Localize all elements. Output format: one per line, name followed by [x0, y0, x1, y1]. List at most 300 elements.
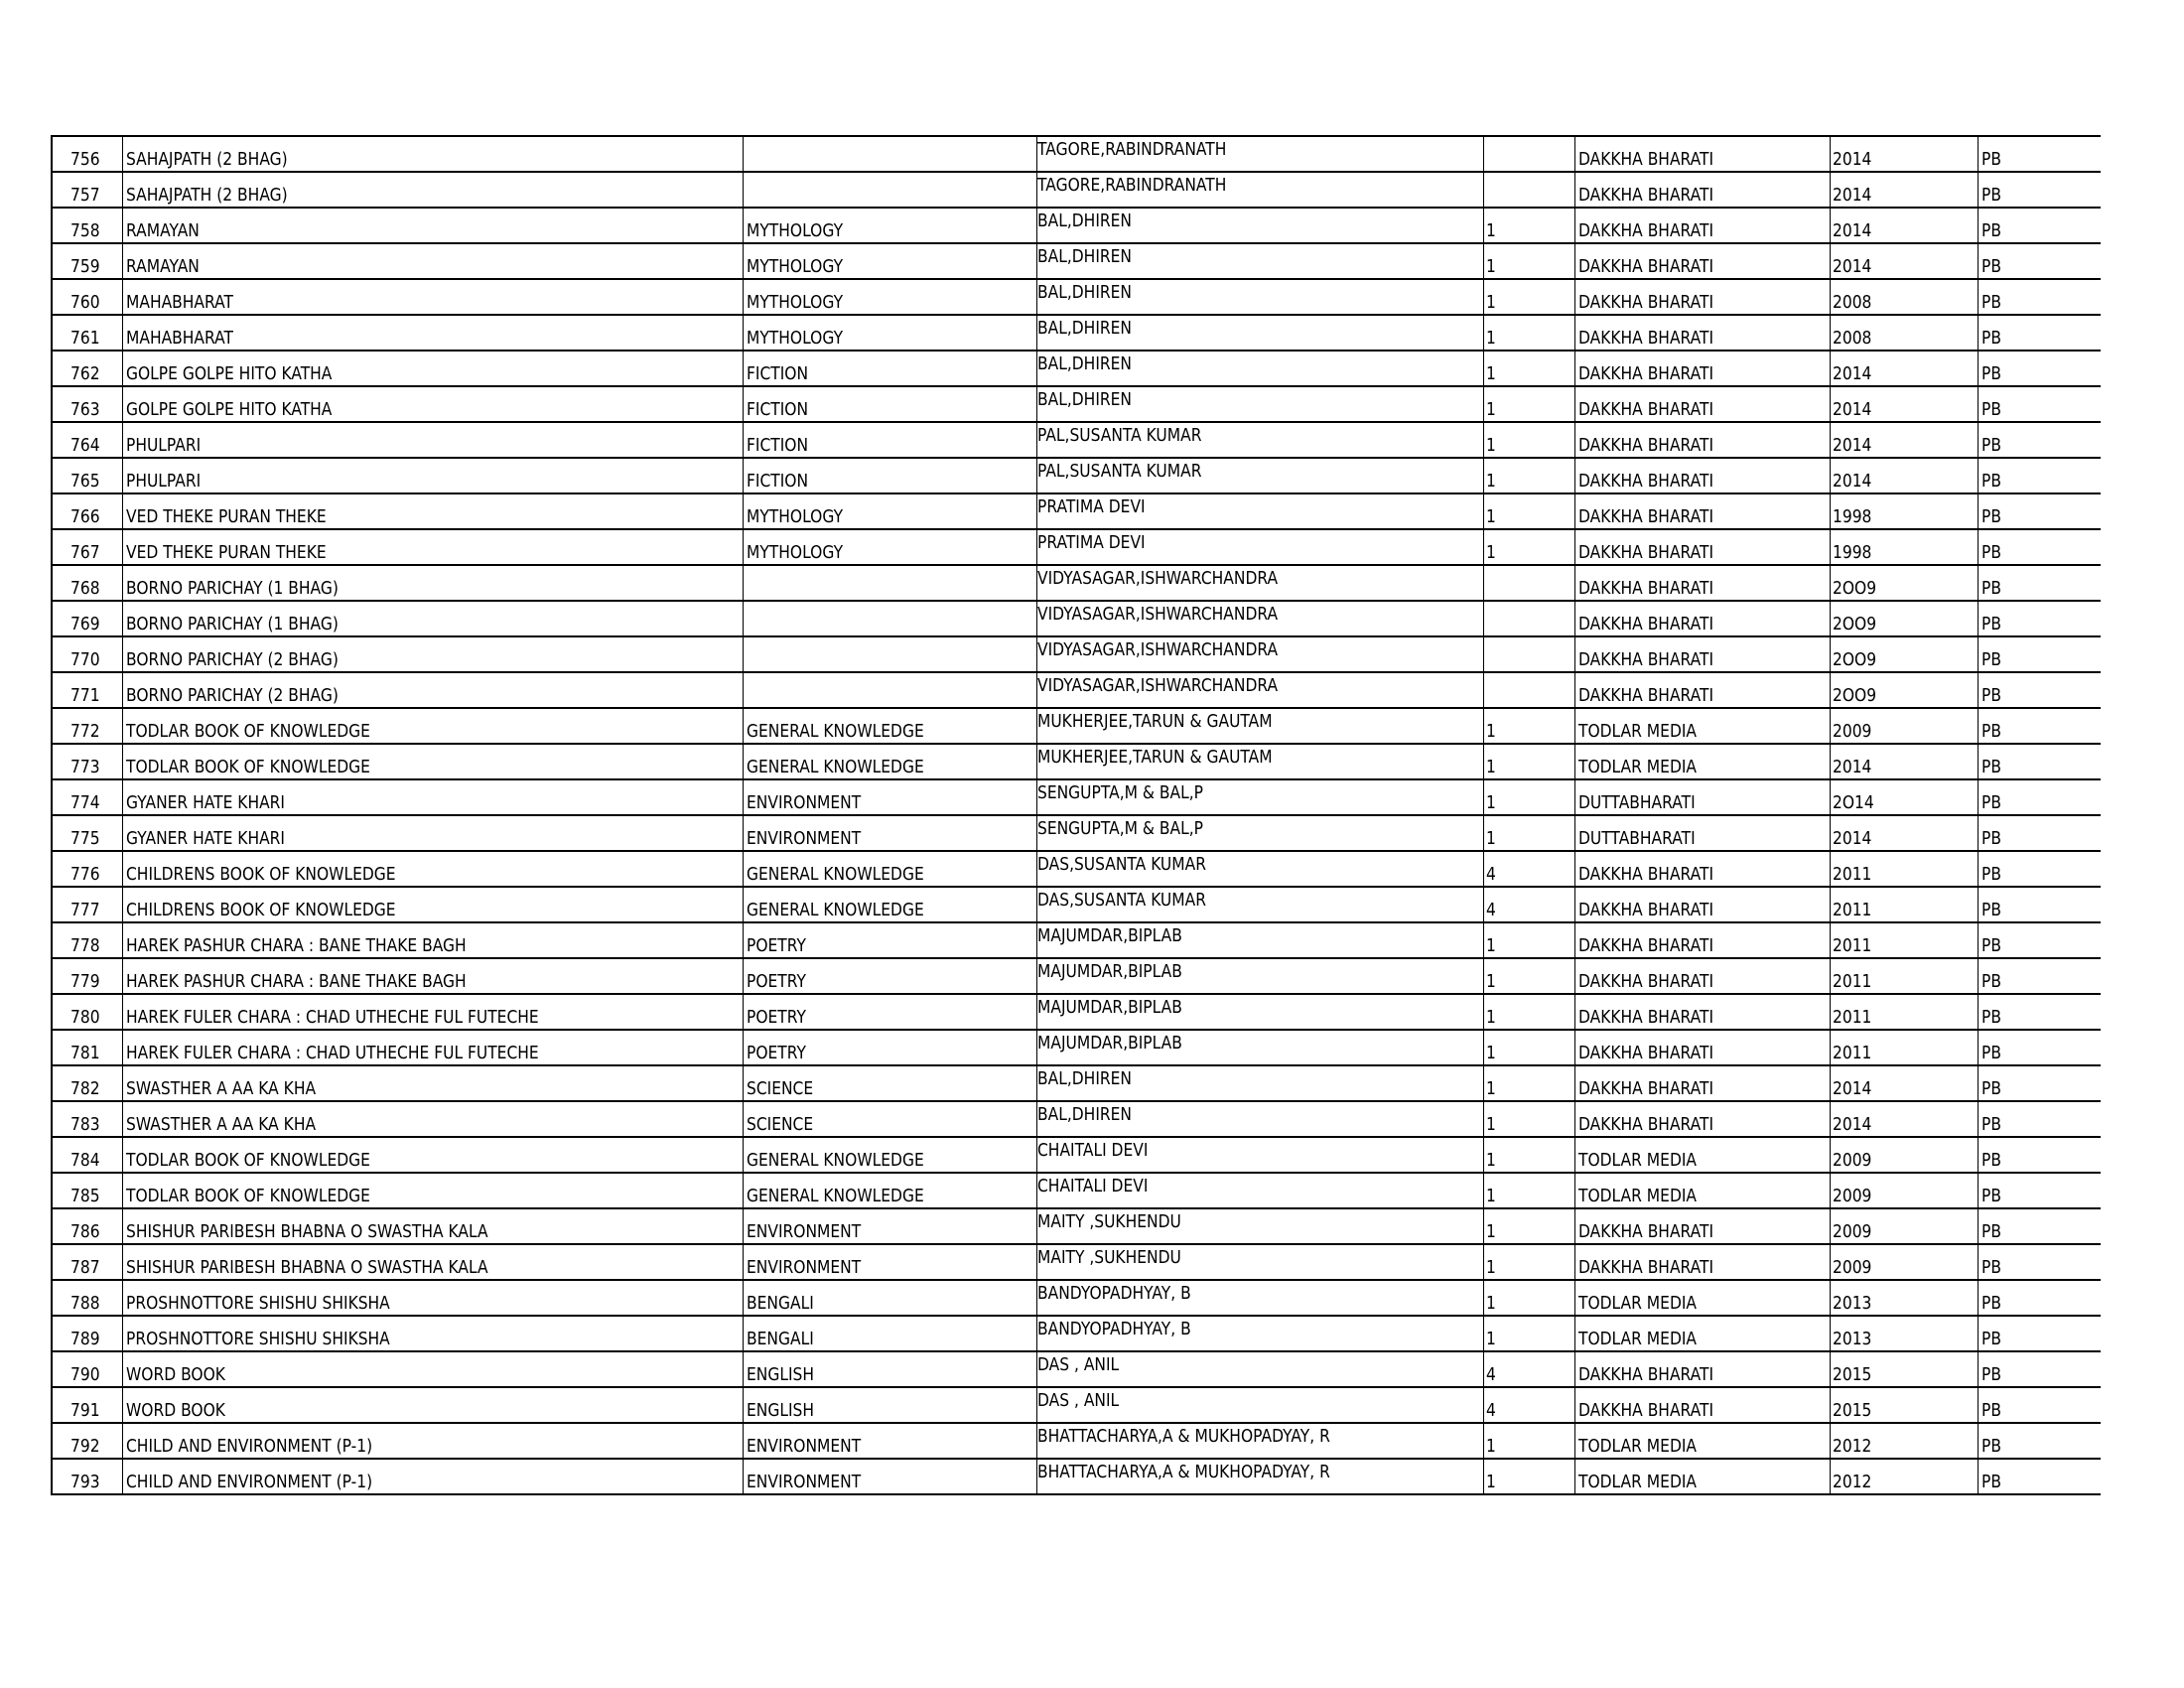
book-title-cell: [122, 636, 743, 672]
year-cell-text: 2014: [1832, 363, 1871, 384]
publisher-cell: [1574, 779, 1830, 815]
author-cell-text: MAITY ,SUKHENDU: [1036, 1211, 1181, 1232]
table-row: [52, 815, 2101, 851]
publisher-cell: [1574, 1137, 1830, 1173]
book-title-cell-text: HAREK PASHUR CHARA : BANE THAKE BAGH: [125, 971, 467, 992]
author-cell: [1036, 708, 1483, 744]
binding-cell-text: PB: [1980, 1114, 2001, 1135]
binding-cell: [1978, 1101, 2101, 1137]
author-cell: [1036, 779, 1483, 815]
year-cell: [1830, 1387, 1978, 1423]
binding-cell-text: PB: [1980, 363, 2001, 384]
binding-cell: [1978, 958, 2101, 994]
table-row: [52, 1173, 2101, 1208]
binding-cell-text: PB: [1980, 792, 2001, 813]
book-title-cell: [122, 422, 743, 458]
book-title-cell: [122, 1423, 743, 1459]
author-cell-text: DAS,SUSANTA KUMAR: [1036, 854, 1206, 875]
subject-cell: [743, 1459, 1036, 1494]
binding-cell: [1978, 708, 2101, 744]
publisher-cell: [1574, 672, 1830, 708]
publisher-cell-text: DAKKHA BHARATI: [1577, 1007, 1713, 1028]
binding-cell: [1978, 529, 2101, 565]
year-cell-text: 2014: [1832, 828, 1871, 849]
year-cell-text: 2OO9: [1832, 685, 1876, 706]
binding-cell: [1978, 386, 2101, 422]
volume-cell: [1483, 1459, 1574, 1494]
binding-cell: [1978, 458, 2101, 493]
subject-cell: [743, 744, 1036, 779]
row-number-cell: [52, 565, 122, 601]
author-cell-text: DAS , ANIL: [1036, 1390, 1119, 1411]
book-title-cell: [122, 815, 743, 851]
year-cell-text: 2015: [1832, 1364, 1871, 1385]
year-cell: [1830, 172, 1978, 208]
volume-cell-text: 1: [1485, 1436, 1496, 1457]
author-cell: [1036, 1423, 1483, 1459]
publisher-cell-text: DAKKHA BHARATI: [1577, 220, 1713, 241]
row-number-cell: [52, 315, 122, 351]
binding-cell-text: PB: [1980, 1186, 2001, 1206]
book-title-cell-text: BORNO PARICHAY (1 BHAG): [125, 614, 339, 634]
year-cell: [1830, 529, 1978, 565]
year-cell-text: 2015: [1832, 1400, 1871, 1421]
volume-cell: [1483, 565, 1574, 601]
volume-cell: [1483, 708, 1574, 744]
volume-cell: [1483, 243, 1574, 279]
author-cell: [1036, 1387, 1483, 1423]
row-number-cell-text: 761: [69, 328, 100, 349]
subject-cell: [743, 922, 1036, 958]
subject-cell-text: ENVIRONMENT: [746, 1436, 861, 1457]
table-row: [52, 744, 2101, 779]
year-cell-text: 2OO9: [1832, 649, 1876, 670]
volume-cell: [1483, 851, 1574, 887]
year-cell: [1830, 243, 1978, 279]
author-cell-text: BAL,DHIREN: [1036, 389, 1132, 410]
volume-cell: [1483, 815, 1574, 851]
book-title-cell-text: RAMAYAN: [125, 220, 200, 241]
volume-cell-text: 1: [1485, 828, 1496, 849]
publisher-cell-text: DAKKHA BHARATI: [1577, 1221, 1713, 1242]
publisher-cell-text: DAKKHA BHARATI: [1577, 649, 1713, 670]
year-cell-text: 2014: [1832, 1114, 1871, 1135]
publisher-cell: [1574, 1065, 1830, 1101]
publisher-cell: [1574, 958, 1830, 994]
volume-cell-text: 1: [1485, 1293, 1496, 1314]
binding-cell-text: PB: [1980, 292, 2001, 313]
publisher-cell: [1574, 994, 1830, 1030]
volume-cell-text: 1: [1485, 1257, 1496, 1278]
book-title-cell-text: HAREK FULER CHARA : CHAD UTHECHE FUL FUTECHE: [125, 1043, 539, 1063]
row-number-cell: [52, 279, 122, 315]
author-cell-text: PAL,SUSANTA KUMAR: [1036, 425, 1201, 446]
book-title-cell-text: MAHABHARAT: [125, 292, 233, 313]
binding-cell-text: PB: [1980, 185, 2001, 206]
author-cell: [1036, 636, 1483, 672]
table-row: [52, 351, 2101, 386]
row-number-cell: [52, 1459, 122, 1494]
book-title-cell: [122, 1387, 743, 1423]
subject-cell-text: POETRY: [746, 1043, 806, 1063]
subject-cell-text: ENGLISH: [746, 1364, 814, 1385]
subject-cell: [743, 315, 1036, 351]
book-title-cell-text: CHILDRENS BOOK OF KNOWLEDGE: [125, 864, 396, 885]
volume-cell: [1483, 279, 1574, 315]
year-cell: [1830, 601, 1978, 636]
subject-cell: [743, 994, 1036, 1030]
subject-cell: [743, 1030, 1036, 1065]
binding-cell-text: PB: [1980, 614, 2001, 634]
table-row: [52, 779, 2101, 815]
year-cell-text: 2008: [1832, 292, 1871, 313]
year-cell: [1830, 887, 1978, 922]
volume-cell-text: 1: [1485, 1472, 1496, 1492]
binding-cell: [1978, 1208, 2101, 1244]
row-number-cell: [52, 1387, 122, 1423]
volume-cell: [1483, 136, 1574, 172]
table-row: [52, 1244, 2101, 1280]
volume-cell: [1483, 1244, 1574, 1280]
publisher-cell: [1574, 601, 1830, 636]
year-cell: [1830, 744, 1978, 779]
publisher-cell-text: DAKKHA BHARATI: [1577, 256, 1713, 277]
author-cell-text: CHAITALI DEVI: [1036, 1140, 1148, 1161]
author-cell: [1036, 1280, 1483, 1316]
year-cell-text: 2008: [1832, 328, 1871, 349]
row-number-cell-text: 763: [69, 399, 100, 420]
book-title-cell-text: RAMAYAN: [125, 256, 200, 277]
author-cell-text: BANDYOPADHYAY, B: [1036, 1283, 1191, 1304]
row-number-cell-text: 769: [69, 614, 100, 634]
author-cell: [1036, 601, 1483, 636]
row-number-cell-text: 768: [69, 578, 100, 599]
book-title-cell-text: PROSHNOTTORE SHISHU SHIKSHA: [125, 1293, 390, 1314]
author-cell-text: VIDYASAGAR,ISHWARCHANDRA: [1036, 639, 1278, 660]
volume-cell: [1483, 1423, 1574, 1459]
subject-cell-text: GENERAL KNOWLEDGE: [746, 1186, 924, 1206]
row-number-cell: [52, 922, 122, 958]
year-cell: [1830, 1137, 1978, 1173]
row-number-cell-text: 784: [69, 1150, 100, 1171]
year-cell: [1830, 1065, 1978, 1101]
book-title-cell: [122, 351, 743, 386]
volume-cell-text: 1: [1485, 1329, 1496, 1349]
year-cell-text: 2014: [1832, 757, 1871, 777]
subject-cell: [743, 493, 1036, 529]
publisher-cell-text: DAKKHA BHARATI: [1577, 1078, 1713, 1099]
table-row: [52, 1280, 2101, 1316]
binding-cell-text: PB: [1980, 1221, 2001, 1242]
binding-cell: [1978, 208, 2101, 243]
binding-cell: [1978, 136, 2101, 172]
binding-cell-text: PB: [1980, 900, 2001, 920]
row-number-cell-text: 765: [69, 471, 100, 492]
year-cell-text: 2014: [1832, 399, 1871, 420]
book-title-cell-text: BORNO PARICHAY (2 BHAG): [125, 649, 339, 670]
publisher-cell-text: DAKKHA BHARATI: [1577, 685, 1713, 706]
row-number-cell: [52, 493, 122, 529]
subject-cell: [743, 1208, 1036, 1244]
year-cell-text: 2009: [1832, 1257, 1871, 1278]
author-cell-text: MAJUMDAR,BIPLAB: [1036, 1033, 1182, 1054]
binding-cell: [1978, 1423, 2101, 1459]
subject-cell: [743, 1137, 1036, 1173]
subject-cell: [743, 887, 1036, 922]
subject-cell-text: GENERAL KNOWLEDGE: [746, 757, 924, 777]
year-cell-text: 2011: [1832, 1007, 1871, 1028]
subject-cell-text: MYTHOLOGY: [746, 220, 843, 241]
subject-cell: [743, 458, 1036, 493]
subject-cell-text: FICTION: [746, 363, 808, 384]
binding-cell: [1978, 243, 2101, 279]
book-title-cell-text: TODLAR BOOK OF KNOWLEDGE: [125, 1186, 370, 1206]
binding-cell: [1978, 1316, 2101, 1351]
volume-cell: [1483, 1137, 1574, 1173]
binding-cell: [1978, 601, 2101, 636]
book-title-cell: [122, 994, 743, 1030]
volume-cell-text: 1: [1485, 256, 1496, 277]
author-cell-text: BAL,DHIREN: [1036, 1068, 1132, 1089]
year-cell-text: 2014: [1832, 220, 1871, 241]
volume-cell-text: 1: [1485, 328, 1496, 349]
year-cell-text: 2013: [1832, 1329, 1871, 1349]
publisher-cell: [1574, 208, 1830, 243]
book-title-cell-text: GOLPE GOLPE HITO KATHA: [125, 363, 332, 384]
year-cell-text: 2013: [1832, 1293, 1871, 1314]
volume-cell: [1483, 779, 1574, 815]
publisher-cell: [1574, 136, 1830, 172]
year-cell: [1830, 708, 1978, 744]
volume-cell-text: 1: [1485, 792, 1496, 813]
book-title-cell: [122, 1065, 743, 1101]
volume-cell: [1483, 208, 1574, 243]
author-cell: [1036, 994, 1483, 1030]
year-cell: [1830, 208, 1978, 243]
volume-cell: [1483, 386, 1574, 422]
year-cell: [1830, 458, 1978, 493]
subject-cell-text: POETRY: [746, 1007, 806, 1028]
year-cell: [1830, 1173, 1978, 1208]
year-cell-text: 2014: [1832, 435, 1871, 456]
year-cell: [1830, 1208, 1978, 1244]
year-cell-text: 2009: [1832, 721, 1871, 742]
book-title-cell-text: WORD BOOK: [125, 1400, 225, 1421]
subject-cell: [743, 565, 1036, 601]
book-title-cell: [122, 1459, 743, 1494]
year-cell: [1830, 315, 1978, 351]
year-cell-text: 2014: [1832, 185, 1871, 206]
year-cell-text: 2014: [1832, 149, 1871, 170]
publisher-cell-text: DAKKHA BHARATI: [1577, 935, 1713, 956]
binding-cell-text: PB: [1980, 1043, 2001, 1063]
volume-cell: [1483, 1030, 1574, 1065]
row-number-cell-text: 771: [69, 685, 100, 706]
volume-cell: [1483, 1173, 1574, 1208]
author-cell: [1036, 851, 1483, 887]
book-title-cell-text: TODLAR BOOK OF KNOWLEDGE: [125, 721, 370, 742]
subject-cell-text: ENVIRONMENT: [746, 792, 861, 813]
book-title-cell: [122, 1316, 743, 1351]
book-title-cell-text: VED THEKE PURAN THEKE: [125, 542, 327, 563]
row-number-cell: [52, 136, 122, 172]
table-row: [52, 1065, 2101, 1101]
author-cell: [1036, 1137, 1483, 1173]
subject-cell: [743, 958, 1036, 994]
author-cell: [1036, 458, 1483, 493]
row-number-cell-text: 780: [69, 1007, 100, 1028]
publisher-cell: [1574, 351, 1830, 386]
volume-cell-text: 1: [1485, 1078, 1496, 1099]
author-cell: [1036, 172, 1483, 208]
publisher-cell: [1574, 1459, 1830, 1494]
table-row: [52, 565, 2101, 601]
author-cell-text: MAJUMDAR,BIPLAB: [1036, 997, 1182, 1018]
binding-cell: [1978, 315, 2101, 351]
publisher-cell: [1574, 708, 1830, 744]
volume-cell: [1483, 1101, 1574, 1137]
volume-cell: [1483, 1065, 1574, 1101]
book-title-cell-text: CHILD AND ENVIRONMENT (P-1): [125, 1472, 372, 1492]
book-title-cell: [122, 1030, 743, 1065]
publisher-cell-text: DAKKHA BHARATI: [1577, 149, 1713, 170]
table-row: [52, 529, 2101, 565]
row-number-cell-text: 791: [69, 1400, 100, 1421]
year-cell-text: 2011: [1832, 935, 1871, 956]
subject-cell-text: FICTION: [746, 471, 808, 492]
table-row: [52, 136, 2101, 172]
publisher-cell-text: DAKKHA BHARATI: [1577, 1364, 1713, 1385]
book-title-cell-text: CHILD AND ENVIRONMENT (P-1): [125, 1436, 372, 1457]
subject-cell: [743, 386, 1036, 422]
book-title-cell-text: BORNO PARICHAY (1 BHAG): [125, 578, 339, 599]
volume-cell-text: 1: [1485, 1043, 1496, 1063]
publisher-cell-text: DAKKHA BHARATI: [1577, 185, 1713, 206]
year-cell-text: 2009: [1832, 1150, 1871, 1171]
year-cell: [1830, 851, 1978, 887]
subject-cell-text: BENGALI: [746, 1329, 814, 1349]
binding-cell-text: PB: [1980, 578, 2001, 599]
book-title-cell-text: HAREK PASHUR CHARA : BANE THAKE BAGH: [125, 935, 467, 956]
binding-cell-text: PB: [1980, 1329, 2001, 1349]
book-title-cell-text: SHISHUR PARIBESH BHABNA O SWASTHA KALA: [125, 1257, 488, 1278]
row-number-cell-text: 778: [69, 935, 100, 956]
row-number-cell: [52, 815, 122, 851]
book-title-cell-text: TODLAR BOOK OF KNOWLEDGE: [125, 757, 370, 777]
subject-cell-text: GENERAL KNOWLEDGE: [746, 900, 924, 920]
author-cell-text: SENGUPTA,M & BAL,P: [1036, 782, 1203, 803]
author-cell-text: DAS,SUSANTA KUMAR: [1036, 890, 1206, 911]
book-title-cell-text: GYANER HATE KHARI: [125, 828, 285, 849]
author-cell: [1036, 1244, 1483, 1280]
row-number-cell-text: 773: [69, 757, 100, 777]
row-number-cell-text: 781: [69, 1043, 100, 1063]
book-title-cell: [122, 1173, 743, 1208]
row-number-cell: [52, 672, 122, 708]
book-title-cell: [122, 529, 743, 565]
book-title-cell-text: PHULPARI: [125, 471, 201, 492]
book-title-cell-text: VED THEKE PURAN THEKE: [125, 506, 327, 527]
row-number-cell: [52, 172, 122, 208]
binding-cell-text: PB: [1980, 471, 2001, 492]
binding-cell: [1978, 1387, 2101, 1423]
book-list-table: [51, 135, 2101, 1495]
row-number-cell-text: 764: [69, 435, 100, 456]
subject-cell: [743, 708, 1036, 744]
book-title-cell: [122, 851, 743, 887]
volume-cell: [1483, 1316, 1574, 1351]
book-title-cell-text: BORNO PARICHAY (2 BHAG): [125, 685, 339, 706]
row-number-cell-text: 792: [69, 1436, 100, 1457]
row-number-cell-text: 770: [69, 649, 100, 670]
volume-cell: [1483, 672, 1574, 708]
binding-cell-text: PB: [1980, 1472, 2001, 1492]
author-cell-text: DAS , ANIL: [1036, 1354, 1119, 1375]
volume-cell: [1483, 351, 1574, 386]
row-number-cell: [52, 744, 122, 779]
table-row: [52, 958, 2101, 994]
publisher-cell-text: DAKKHA BHARATI: [1577, 292, 1713, 313]
row-number-cell: [52, 1101, 122, 1137]
book-title-cell: [122, 1351, 743, 1387]
table-row: [52, 172, 2101, 208]
row-number-cell: [52, 994, 122, 1030]
publisher-cell-text: DAKKHA BHARATI: [1577, 542, 1713, 563]
subject-cell-text: GENERAL KNOWLEDGE: [746, 721, 924, 742]
book-title-cell: [122, 315, 743, 351]
book-title-cell: [122, 1280, 743, 1316]
subject-cell: [743, 1316, 1036, 1351]
binding-cell: [1978, 1244, 2101, 1280]
binding-cell: [1978, 172, 2101, 208]
year-cell-text: 2012: [1832, 1472, 1871, 1492]
binding-cell-text: PB: [1980, 256, 2001, 277]
row-number-cell-text: 788: [69, 1293, 100, 1314]
subject-cell-text: GENERAL KNOWLEDGE: [746, 1150, 924, 1171]
binding-cell: [1978, 1459, 2101, 1494]
publisher-cell: [1574, 279, 1830, 315]
row-number-cell: [52, 1208, 122, 1244]
volume-cell: [1483, 958, 1574, 994]
year-cell: [1830, 1244, 1978, 1280]
publisher-cell-text: TODLAR MEDIA: [1577, 1150, 1697, 1171]
book-title-cell: [122, 493, 743, 529]
publisher-cell: [1574, 386, 1830, 422]
book-title-cell-text: PROSHNOTTORE SHISHU SHIKSHA: [125, 1329, 390, 1349]
volume-cell-text: 4: [1485, 900, 1496, 920]
row-number-cell-text: 790: [69, 1364, 100, 1385]
author-cell: [1036, 1316, 1483, 1351]
binding-cell: [1978, 672, 2101, 708]
author-cell-text: MAJUMDAR,BIPLAB: [1036, 925, 1182, 946]
publisher-cell-text: TODLAR MEDIA: [1577, 1293, 1697, 1314]
row-number-cell: [52, 779, 122, 815]
author-cell-text: BHATTACHARYA,A & MUKHOPADYAY, R: [1036, 1426, 1330, 1447]
author-cell-text: MAITY ,SUKHENDU: [1036, 1247, 1181, 1268]
row-number-cell-text: 759: [69, 256, 100, 277]
book-title-cell: [122, 672, 743, 708]
subject-cell-text: MYTHOLOGY: [746, 328, 843, 349]
subject-cell: [743, 1065, 1036, 1101]
binding-cell: [1978, 493, 2101, 529]
subject-cell-text: SCIENCE: [746, 1114, 813, 1135]
year-cell-text: 2O14: [1832, 792, 1874, 813]
author-cell: [1036, 493, 1483, 529]
author-cell-text: VIDYASAGAR,ISHWARCHANDRA: [1036, 675, 1278, 696]
table-row: [52, 708, 2101, 744]
binding-cell: [1978, 887, 2101, 922]
author-cell: [1036, 422, 1483, 458]
